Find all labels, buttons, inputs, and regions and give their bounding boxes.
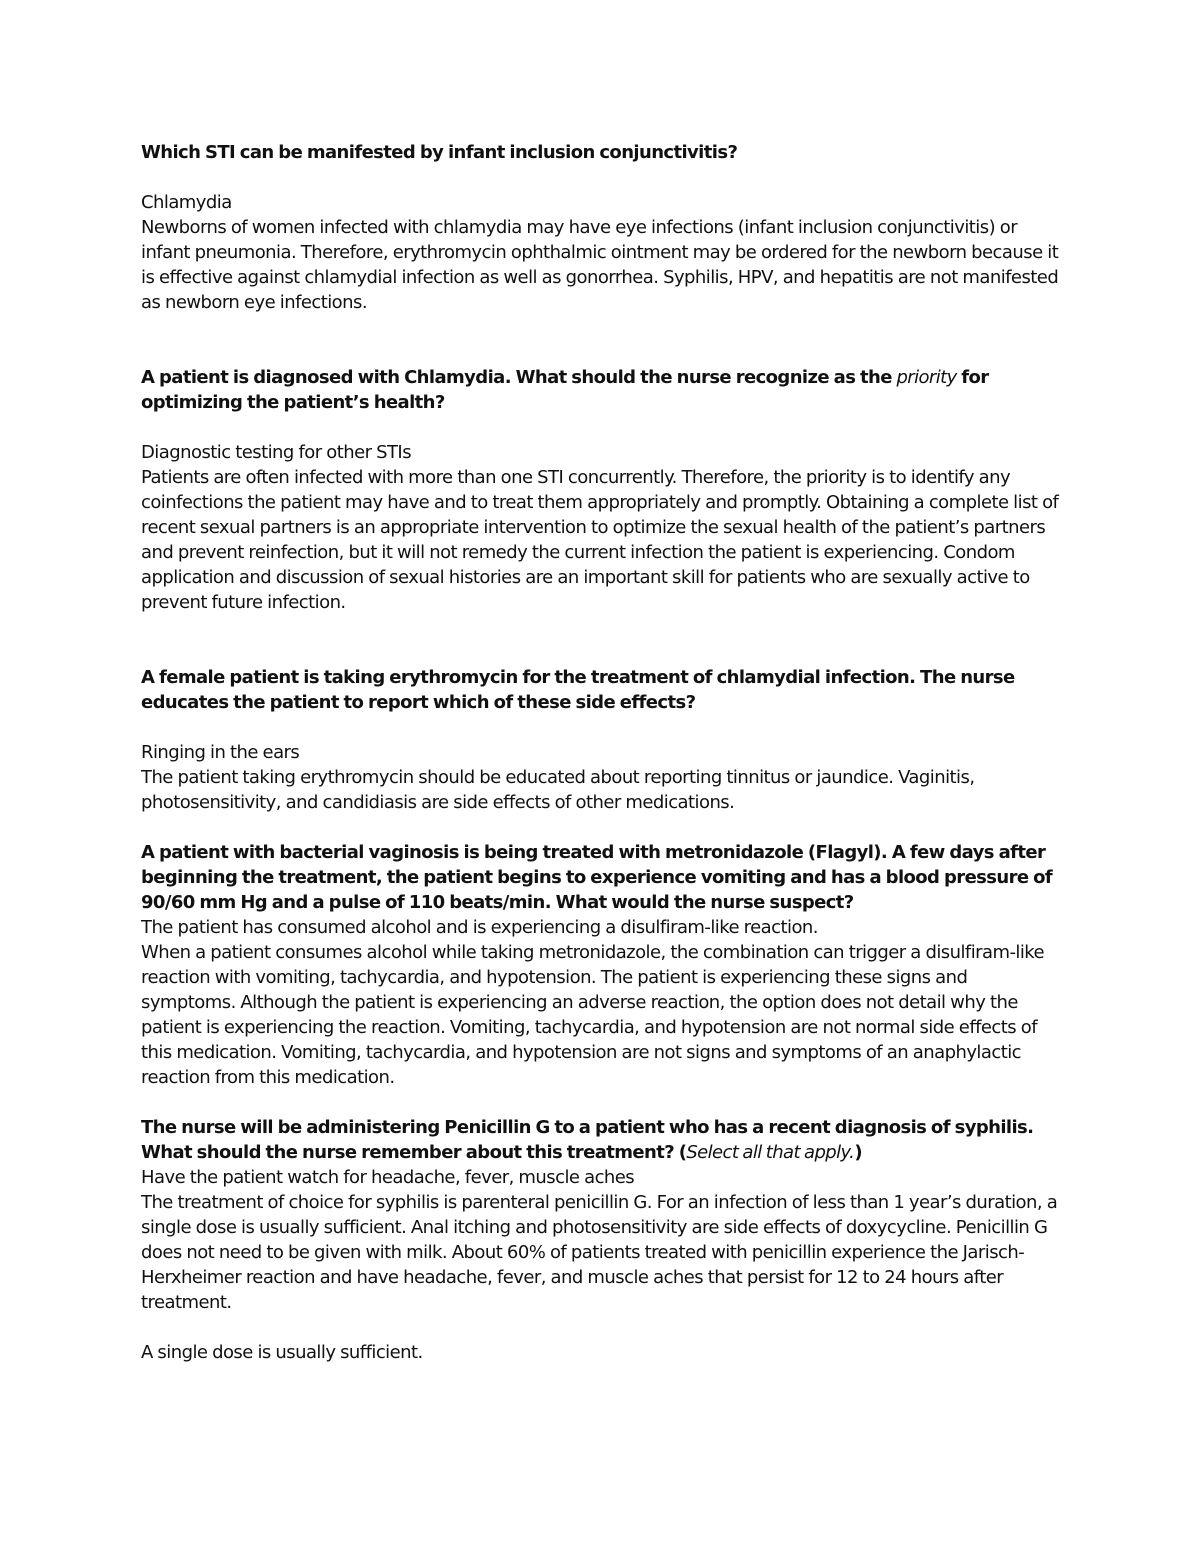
question-block-5 [141,1115,1061,1365]
question-emphasis: priority [896,367,957,388]
answer-text: Ringing in the ears [141,742,300,763]
question-block-3 [141,665,1061,815]
question-text-part: The nurse will be administering Penicillin G to a patient who has a recent diagnosis of syphilis. What should the nurse remember about this treatment? ( [141,1117,1034,1163]
question-text-part: for optimizing the patient’s health? [141,367,989,413]
question-text: Which STI can be manifested by infant inclusion conjunctivitis? [141,142,738,163]
explanation-text: Patients are often infected with more than one STI concurrently. Therefore, the priority is to identify any coinfections the patient may have and to treat them appropriately and promptly. Obtaining a complete list of recent sexual partners is an appropriate intervention to optimize the sexual health of the patient’s partners and prevent reinfection, but it will not remedy the current infection the patient is experiencing. Condom application and discussion of sexual histories are an important skill for patients who are sexually active to prevent future infection. [141,467,1059,613]
question-text-part: ) [854,1142,862,1163]
question-block-1 [141,140,1061,315]
spacer [141,715,1061,740]
question-block-4 [141,840,1061,1090]
explanation-text: The patient taking erythromycin should be educated about reporting tinnitus or jaundice. Vaginitis, photosensitivity, and candidiasis are side effects of other medications. [141,767,975,813]
spacer [141,415,1061,440]
question-text: A female patient is taking erythromycin for the treatment of chlamydial infection. The nurse educates the patient to report which of these side effects? [141,667,1015,713]
question-text [141,365,1061,415]
explanation-text: The treatment of choice for syphilis is parenteral penicillin G. For an infection of less than 1 year’s duration, a single dose is usually sufficient. Anal itching and photosensitivity are side effects of doxycycline. Penicillin G does not need to be given with milk. About 60% of patients treated with penicillin experience the Jarisch-Herxheimer reaction and have headache, fever, and muscle aches that persist for 12 to 24 hours after treatment. [141,1192,1058,1313]
question-block-2 [141,365,1061,615]
question-text: A patient with bacterial vaginosis is being treated with metronidazole (Flagyl). A few days after beginning the treatment, the patient begins to experience vomiting and has a blood pressure of 90/60 mm Hg and a pulse of 110 beats/min. What would the nurse suspect? [141,842,1053,913]
additional-answer-text: A single dose is usually sufficient. [141,1342,423,1363]
question-emphasis: Select all that apply. [686,1142,855,1163]
question-text-part: A patient is diagnosed with Chlamydia. What should the nurse recognize as the [141,367,897,388]
answer-text: Have the patient watch for headache, fever, muscle aches [141,1167,635,1188]
answer-text: Diagnostic testing for other STIs [141,442,412,463]
explanation-text: Newborns of women infected with chlamydia may have eye infections (infant inclusion conjunctivitis) or infant pneumonia. Therefore, erythromycin ophthalmic ointment may be ordered for the newborn because it is effective against chlamydial infection as well as gonorrhea. Syphilis, HPV, and hepatitis are not manifested as newborn eye infections. [141,217,1059,313]
answer-text: Chlamydia [141,192,232,213]
spacer [141,165,1061,190]
answer-text: The patient has consumed alcohol and is experiencing a disulfiram-like reaction. [141,917,818,938]
document-page [141,140,1061,1365]
explanation-text: When a patient consumes alcohol while taking metronidazole, the combination can trigger a disulfiram-like reaction with vomiting, tachycardia, and hypotension. The patient is experiencing these signs and symptoms. Although the patient is experiencing an adverse reaction, the option does not detail why the patient is experiencing the reaction. Vomiting, tachycardia, and hypotension are not normal side effects of this medication. Vomiting, tachycardia, and hypotension are not signs and symptoms of an anaphylactic reaction from this medication. [141,942,1045,1088]
question-text [141,1115,1061,1165]
